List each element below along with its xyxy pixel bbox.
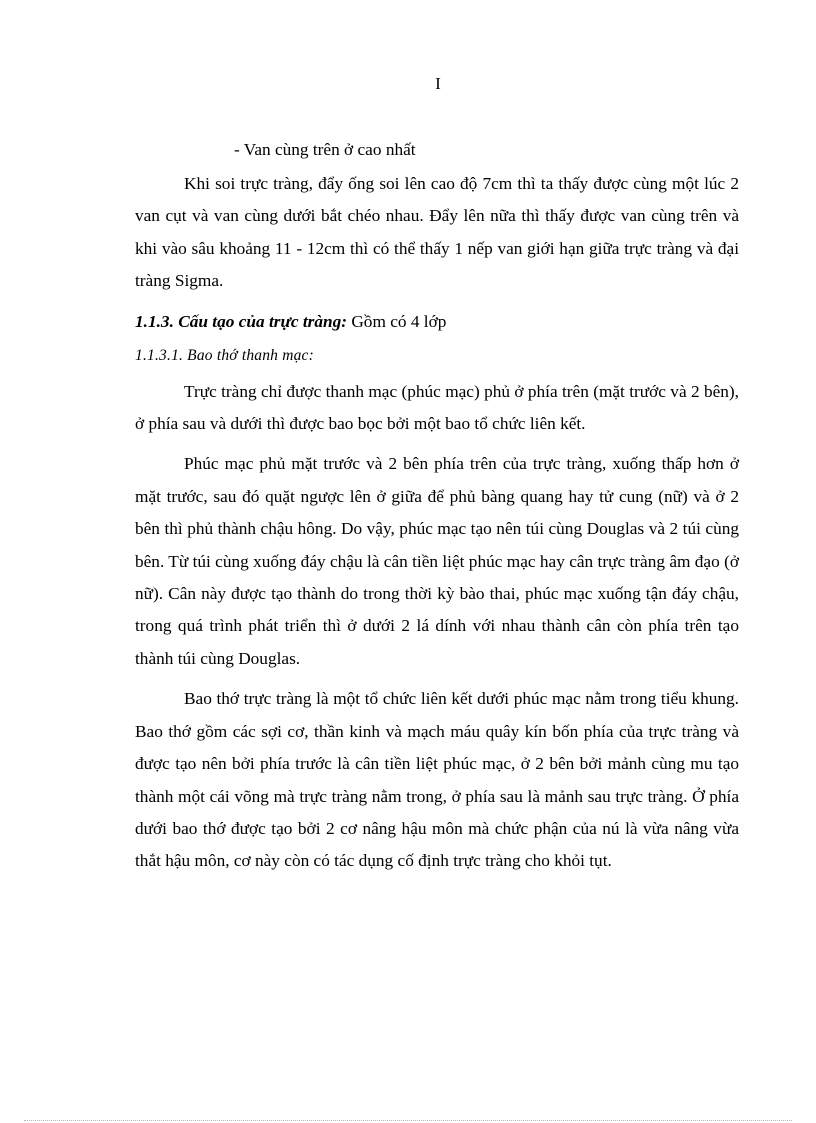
paragraph-bao-tho: Bao thớ trực tràng là một tổ chức liên kết dưới phúc mạc nằm trong tiểu khung. Bao thớ gồm các sợi cơ, thần kinh và mạch máu quây kín bốn phía của trực tràng và được tạo nên bởi phía trước là cân tiền liệt phúc mạc, ở 2 bên bởi mảnh cùng mu tạo thành một cái võng mà trực tràng nằm trong, ở phía sau là mảnh sau trực tràng. Ở phía dưới bao thớ được tạo bởi 2 cơ nâng hậu môn mà chức phận của nú là vừa nâng vừa thắt hậu môn, cơ này còn có tác dụng cố định trực tràng cho khỏi tụt.: [135, 689, 739, 871]
footer-divider: [24, 1120, 792, 1121]
page-number: I: [435, 74, 441, 93]
paragraph-phuc-mac: Phúc mạc phủ mặt trước và 2 bên phía trên của trực tràng, xuống thấp hơn ở mặt trước, sau đó quặt ngược lên ở giữa để phủ bàng quang hay tử cung (nữ) và ở 2 bên thì phủ thành chậu hông. Do vậy, phúc mạc tạo nên túi cùng Douglas và 2 túi cùng bên. Từ túi cùng xuống đáy chậu là cân tiền liệt phúc mạc hay cân trực tràng âm đạo (ở nữ). Cân này được tạo thành do trong thời kỳ bào thai, phúc mạc xuống tận đáy chậu, trong quá trình phát triển thì ở dưới 2 lá dính với nhau thành cân còn phía trên tạo thành túi cùng Douglas.: [135, 454, 739, 668]
spacer: [135, 440, 739, 448]
section-heading: [135, 308, 739, 336]
subsection-heading: 1.1.3.1. Bao thớ thanh mạc:: [135, 346, 314, 364]
section-heading-rest: Gồm có 4 lớp: [347, 311, 447, 331]
paragraph-thanh-mac: Trực tràng chỉ được thanh mạc (phúc mạc) phủ ở phía trên (mặt trước và 2 bên), ở phía sau và dưới thì được bao bọc bởi một bao tổ chức liên kết.: [135, 381, 739, 434]
spacer: [135, 675, 739, 683]
paragraph-soi-truc-trang: Khi soi trực tràng, đẩy ống soi lên cao độ 7cm thì ta thấy được cùng một lúc 2 van cụt và van cùng dưới bắt chéo nhau. Đẩy lên nữa thì thấy được van cùng trên và khi vào sâu khoảng 11 - 12cm thì có thể thấy 1 nếp van giới hạn giữa trực tràng và đại tràng Sigma.: [135, 174, 739, 291]
section-heading-title: 1.1.3. Cấu tạo của trực tràng:: [135, 311, 347, 331]
list-item-van-cung-tren: - Van cùng trên ở cao nhất: [234, 140, 416, 159]
page-content: [135, 136, 739, 878]
